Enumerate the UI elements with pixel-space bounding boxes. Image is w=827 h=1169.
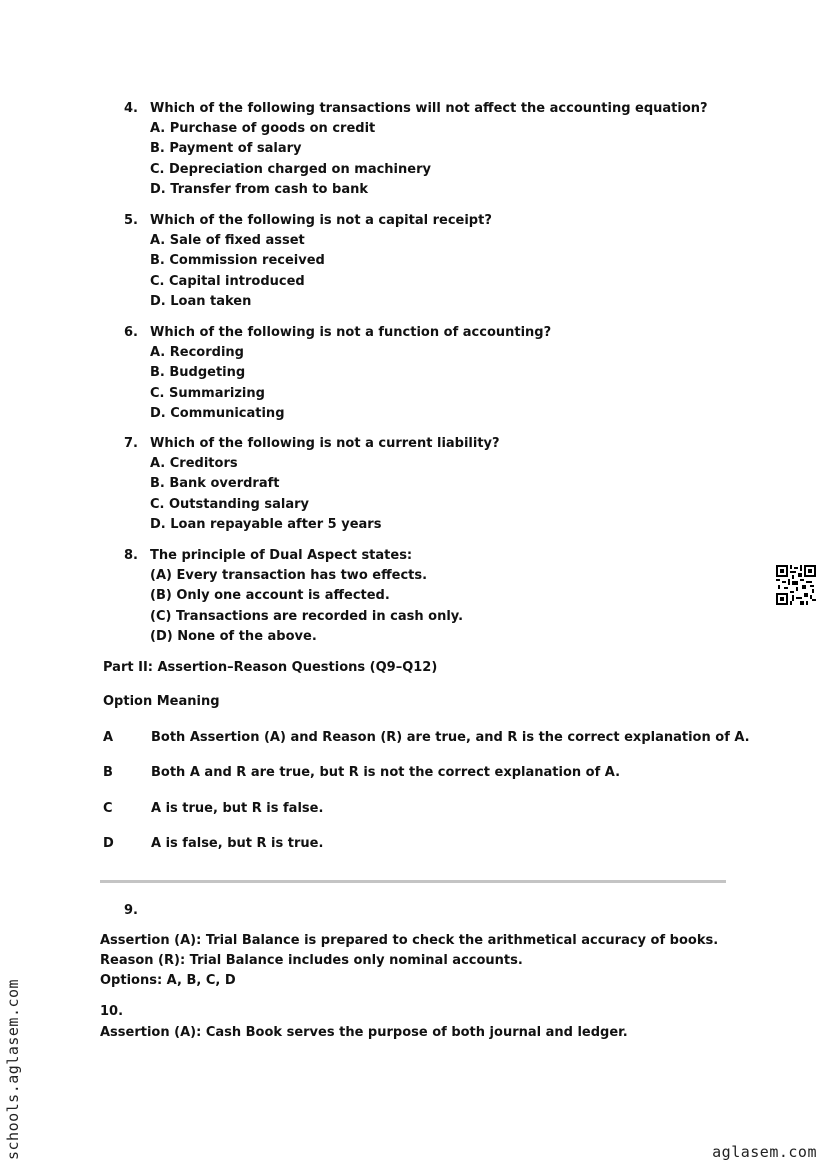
option-b: B. Commission received [150, 253, 325, 269]
option-label: B [103, 765, 113, 780]
question-text: The principle of Dual Aspect states: [150, 548, 413, 563]
option-a: (A) Every transaction has two effects. [150, 568, 428, 584]
option-d: D. Loan repayable after 5 years [150, 516, 382, 532]
option-c: C. Summarizing [150, 385, 265, 401]
question-number: 7. [124, 436, 138, 451]
option-meaning: A is true, but R is false. [151, 801, 324, 816]
option-c: C. Outstanding salary [150, 496, 309, 512]
question-5 [124, 211, 724, 312]
option-b: B. Budgeting [150, 365, 246, 381]
option-d: D. Transfer from cash to bank [150, 181, 368, 197]
question-7 [124, 434, 724, 535]
question-text: Which of the following is not a current liability? [150, 436, 500, 451]
option-a: A. Recording [150, 345, 244, 361]
question-text: Which of the following is not a function of accounting? [150, 325, 552, 340]
option-a: A. Creditors [150, 456, 238, 472]
question-number: 5. [124, 213, 138, 228]
option-d: D. Communicating [150, 405, 285, 421]
question-text: Which of the following transactions will not affect the accounting equation? [150, 101, 708, 116]
option-a: A. Purchase of goods on credit [150, 121, 376, 137]
option-label: D [103, 836, 114, 851]
question-9 [100, 931, 718, 991]
question-4 [124, 99, 724, 200]
option-label: C [103, 801, 113, 816]
horizontal-rule [100, 880, 726, 883]
option-c: C. Depreciation charged on machinery [150, 161, 431, 177]
option-a: A. Sale of fixed asset [150, 233, 305, 249]
reason-text: Reason (R): Trial Balance includes only nominal accounts. [100, 953, 523, 968]
assertion-text: Assertion (A): Cash Book serves the purpose of both journal and ledger. [100, 1025, 628, 1040]
option-d: (D) None of the above. [150, 628, 317, 644]
assertion-text: Assertion (A): Trial Balance is prepared to check the arithmetical accuracy of books. [100, 933, 719, 948]
option-meaning-header: Option Meaning [103, 694, 220, 709]
question-9-number: 9. [124, 903, 138, 918]
question-10-number: 10. [100, 1004, 124, 1019]
footer-watermark: aglasem.com [712, 1143, 817, 1161]
question-6 [124, 323, 724, 424]
option-meaning: A is false, but R is true. [151, 836, 324, 851]
option-d: D. Loan taken [150, 293, 252, 309]
question-text: Which of the following is not a capital receipt? [150, 213, 492, 228]
question-10 [100, 1002, 628, 1043]
question-number: 4. [124, 101, 138, 116]
part2-heading: Part II: Assertion–Reason Questions (Q9–Q12) [103, 660, 438, 675]
options-text: Options: A, B, C, D [100, 973, 236, 988]
option-b: (B) Only one account is affected. [150, 588, 390, 604]
option-c: (C) Transactions are recorded in cash only. [150, 608, 464, 624]
question-number: 6. [124, 325, 138, 340]
side-watermark: schools.aglasem.com [4, 978, 22, 1160]
option-b: B. Bank overdraft [150, 476, 280, 492]
question-8 [124, 546, 724, 647]
option-meaning: Both A and R are true, but R is not the correct explanation of A. [151, 765, 621, 780]
option-c: C. Capital introduced [150, 273, 305, 289]
option-b: B. Payment of salary [150, 141, 302, 157]
option-label: A [103, 730, 114, 745]
qr-code-icon [776, 565, 816, 605]
option-meaning: Both Assertion (A) and Reason (R) are true, and R is the correct explanation of A. [151, 730, 750, 745]
question-number: 8. [124, 548, 138, 563]
